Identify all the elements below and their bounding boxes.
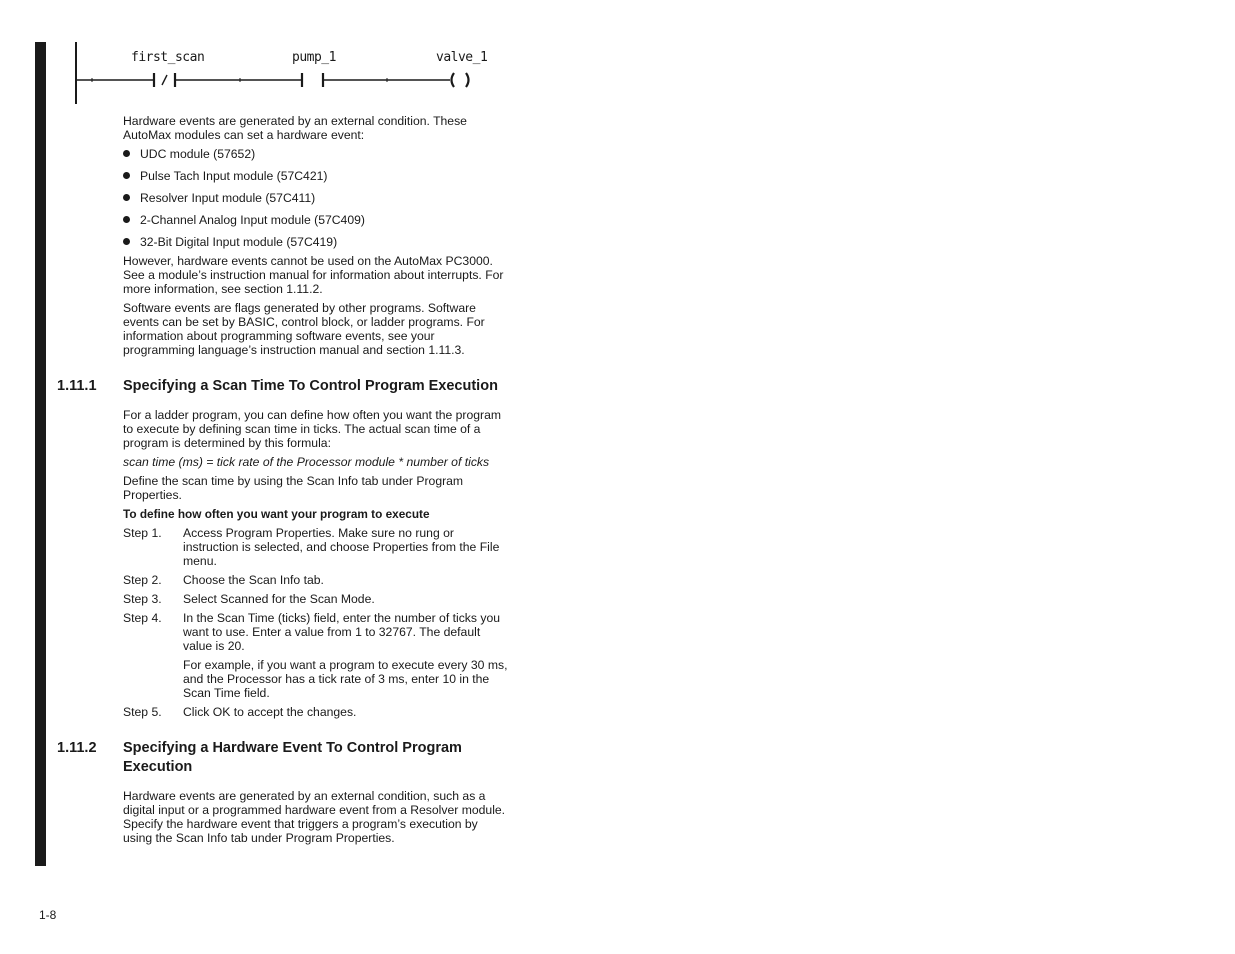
procedure-title: To define how often you want your program to execute bbox=[123, 507, 430, 521]
bullet-icon bbox=[123, 172, 130, 179]
list-item-text: Resolver Input module (57C411) bbox=[140, 191, 316, 205]
contact2-label: pump_1 bbox=[292, 50, 336, 65]
list-item bbox=[123, 213, 508, 227]
coil-label: valve_1 bbox=[436, 50, 488, 65]
scan-time-paragraph: For a ladder program, you can define how often you want the program to execute by defining scan time in ticks. The actual scan time of a program is determined by this formula: bbox=[123, 408, 502, 450]
step-text: Click OK to accept the changes. bbox=[183, 705, 357, 719]
section-title: Specifying a Hardware Event To Control Program Execution bbox=[123, 740, 462, 775]
step-text: Select Scanned for the Scan Mode. bbox=[183, 592, 375, 606]
section-heading-1-11-2 bbox=[57, 739, 508, 777]
section-number: 1.11.1 bbox=[57, 378, 97, 394]
step-4-example-note: For example, if you want a program to execute every 30 ms, and the Processor has a tick rate of 3 ms, enter 10 in the Scan Time field. bbox=[183, 658, 508, 700]
scan-info-paragraph: Define the scan time by using the Scan Info tab under Program Properties. bbox=[123, 474, 464, 502]
scan-time-formula: scan time (ms) = tick rate of the Processor module * number of ticks bbox=[123, 455, 490, 469]
step-label: Step 4. bbox=[123, 611, 162, 625]
section-title: Specifying a Scan Time To Control Program Execution bbox=[123, 378, 498, 394]
procedure-step bbox=[123, 611, 508, 653]
list-item-text: 32-Bit Digital Input module (57C419) bbox=[140, 235, 338, 249]
list-item bbox=[123, 169, 508, 183]
step-text: Access Program Properties. Make sure no rung or instruction is selected, and choose Properties from the File menu. bbox=[183, 526, 500, 568]
list-item-text: 2-Channel Analog Input module (57C409) bbox=[140, 213, 365, 227]
list-item-text: Pulse Tach Input module (57C421) bbox=[140, 169, 328, 183]
contact1-slash bbox=[162, 75, 167, 85]
step-text: In the Scan Time (ticks) field, enter the number of ticks you want to use. Enter a value from 1 to 32767. The default value is 20. bbox=[183, 611, 501, 653]
bullet-icon bbox=[123, 150, 130, 157]
list-item bbox=[123, 147, 508, 161]
ladder-rung-svg bbox=[68, 38, 508, 110]
step-text: Choose the Scan Info tab. bbox=[183, 573, 324, 587]
section-number: 1.11.2 bbox=[57, 740, 97, 756]
hardware-event-paragraph: Hardware events are generated by an external condition, such as a digital input or a programmed hardware event from a Resolver module. Specify the hardware event that triggers a program’s execution by using the Scan Info tab under Program Properties. bbox=[123, 789, 506, 845]
step-label: Step 3. bbox=[123, 592, 162, 606]
bullet-icon bbox=[123, 216, 130, 223]
list-item-text: UDC module (57652) bbox=[140, 147, 256, 161]
procedure-step bbox=[123, 592, 508, 606]
intro-paragraph: Hardware events are generated by an external condition. These AutoMax modules can set a hardware event: bbox=[123, 114, 467, 142]
page-number: 1-8 bbox=[39, 908, 57, 922]
step-label: Step 2. bbox=[123, 573, 162, 587]
list-item bbox=[123, 191, 508, 205]
contact1-label: first_scan bbox=[131, 50, 205, 65]
procedure-step bbox=[123, 705, 508, 719]
ladder-rung-diagram bbox=[68, 38, 508, 110]
software-events-paragraph: Software events are flags generated by other programs. Software events can be set by BASIC, control block, or ladder programs. For information about programming software events, see your programming language’s instruction manual and section 1.11.3. bbox=[123, 301, 485, 357]
hardware-note-paragraph: However, hardware events cannot be used on the AutoMax PC3000. See a module’s instruction manual for information about interrupts. For more information, see section 1.11.2. bbox=[123, 254, 504, 296]
procedure-step bbox=[123, 526, 508, 568]
procedure-step bbox=[123, 573, 508, 587]
step-label: Step 5. bbox=[123, 705, 162, 719]
step-label: Step 1. bbox=[123, 526, 162, 540]
list-item bbox=[123, 235, 508, 249]
margin-bar bbox=[35, 42, 46, 866]
coil-left-paren bbox=[452, 73, 455, 87]
module-list bbox=[123, 147, 508, 249]
bullet-icon bbox=[123, 194, 130, 201]
section-heading-1-11-1 bbox=[57, 377, 508, 396]
page-content bbox=[57, 114, 508, 850]
bullet-icon bbox=[123, 238, 130, 245]
coil-right-paren bbox=[466, 73, 469, 87]
